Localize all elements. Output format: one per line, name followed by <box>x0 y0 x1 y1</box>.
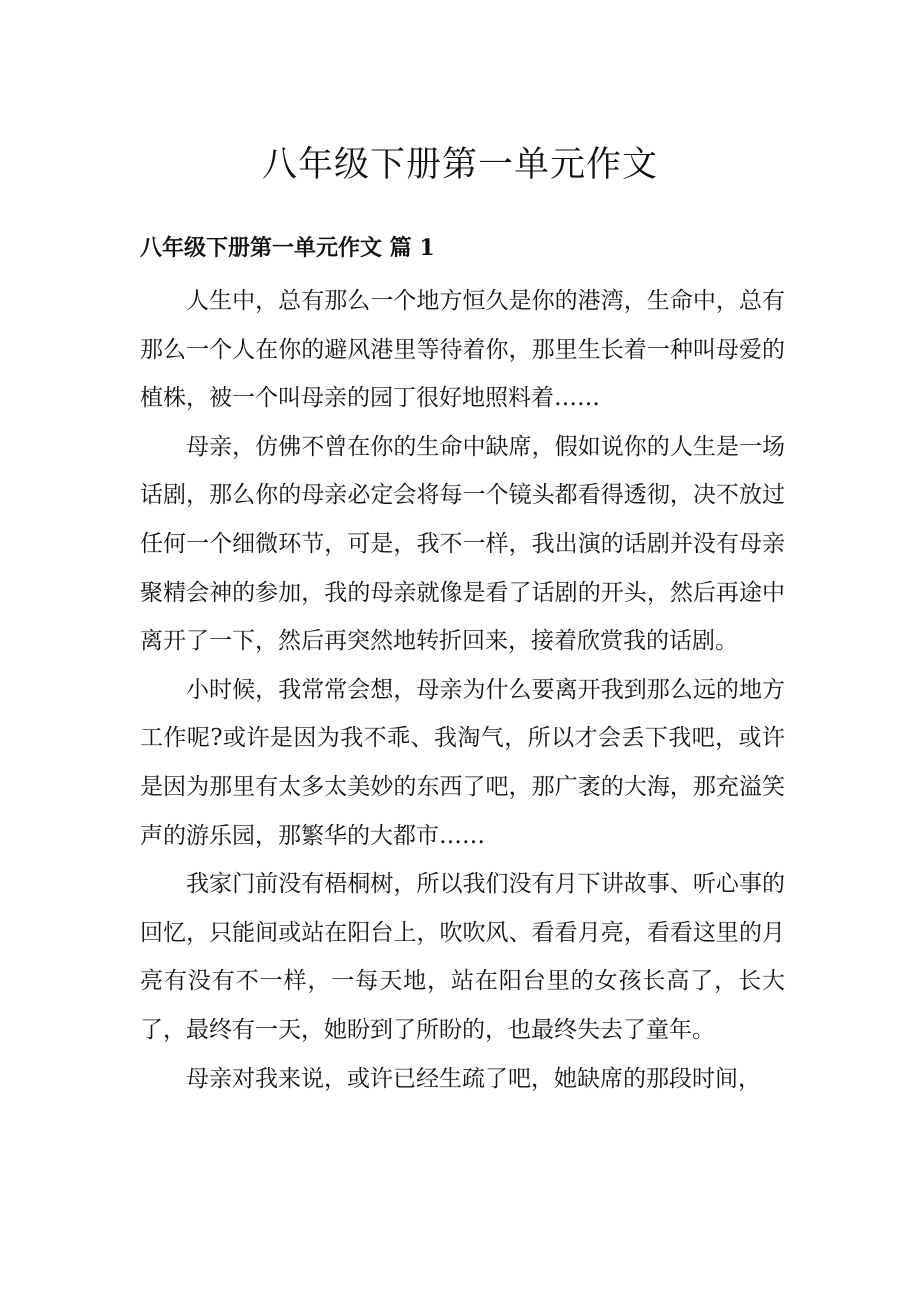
paragraph-5: 母亲对我来说，或许已经生疏了吧，她缺席的那段时间， <box>186 1065 761 1092</box>
section-heading: 八年级下册第一单元作文 篇 1 <box>140 235 435 261</box>
document-title: 八年级下册第一单元作文 <box>261 145 658 185</box>
paragraph-4: 我家门前没有梧桐树，所以我们没有月下讲故事、听心事的回忆，只能间或站在阳台上，吹吹风、看看月亮，看看这里的月亮有没有不一样，一每天地，站在阳台里的女孩长高了，长大了，最终有一天，她盼到了所盼的，也最终失去了童年。 <box>140 871 785 1043</box>
paragraph-2: 母亲，仿佛不曾在你的生命中缺席，假如说你的人生是一场话剧，那么你的母亲必定会将每一个镜头都看得透彻，决不放过任何一个细微环节，可是，我不一样，我出演的话剧并没有母亲聚精会神的参加，我的母亲就像是看了话剧的开头，然后再途中离开了一下，然后再突然地转折回来，接着欣赏我的话剧。 <box>140 433 785 655</box>
document-body <box>140 277 785 1103</box>
paragraph-3: 小时候，我常常会想，母亲为什么要离开我到那么远的地方工作呢?或许是因为我不乖、我淘气，所以才会丢下我吧，或许是因为那里有太多太美妙的东西了吧，那广袤的大海，那充溢笑声的游乐园，那繁华的大都市…… <box>140 676 785 849</box>
paragraph-1: 人生中，总有那么一个地方恒久是你的港湾，生命中，总有那么一个人在你的避风港里等待着你，那里生长着一种叫母爱的植株，被一个叫母亲的园丁很好地照料着…… <box>140 288 785 412</box>
